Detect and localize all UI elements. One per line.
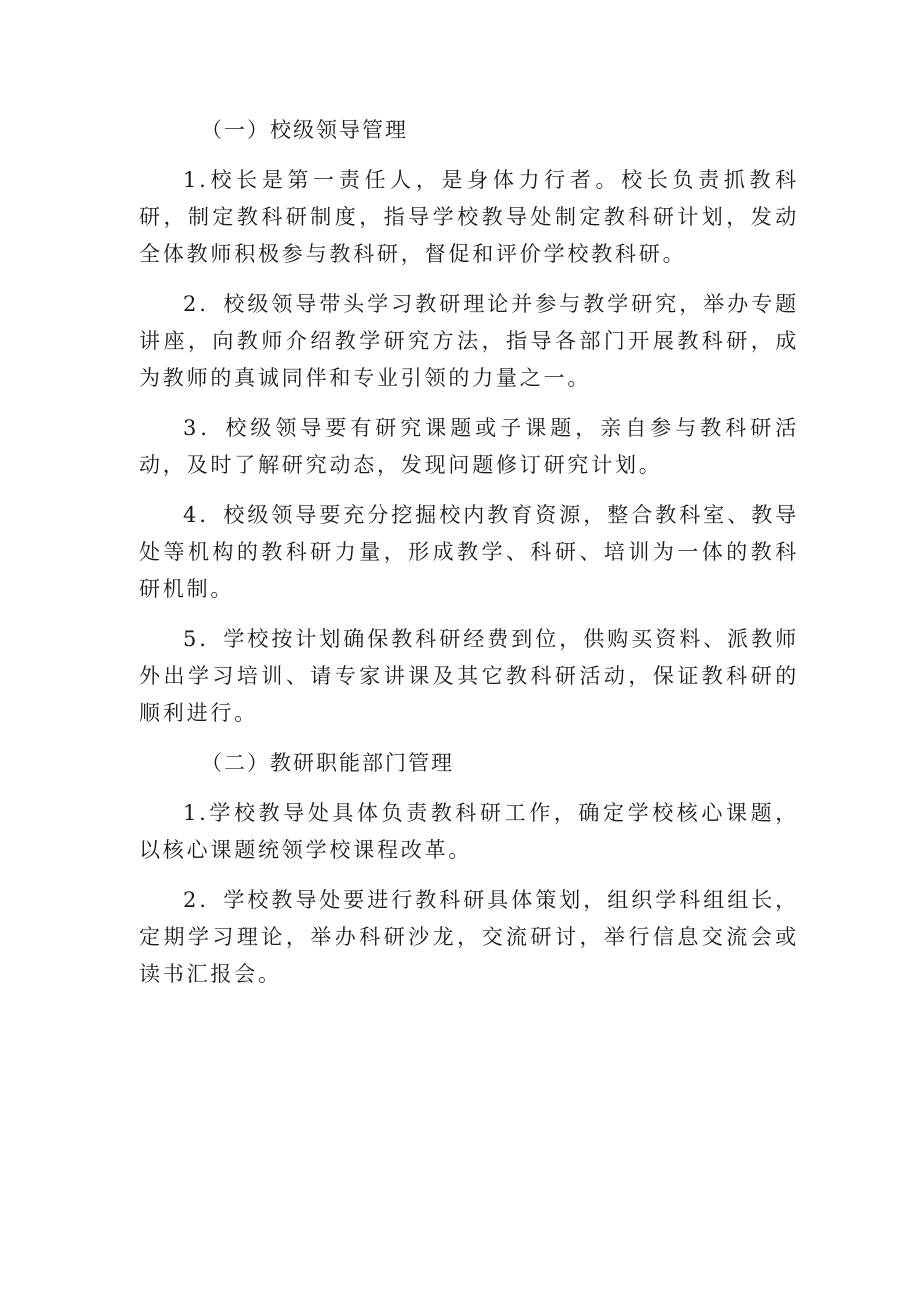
section-heading-leadership: （一）校级领导管理 [201, 118, 408, 142]
paragraph: 1.校长是第一责任人，是身体力行者。校长负责抓教科研，制定教科研制度，指导学校教导处制定教科研计划，发动全体教师积极参与教科研，督促和评价学校教科研。 [139, 168, 799, 266]
paragraph: 5．学校按计划确保教科研经费到位，供购买资料、派教师外出学习培训、请专家讲课及其它教科研活动，保证教科研的顺利进行。 [139, 627, 799, 725]
document-body [139, 112, 799, 1006]
paragraph: 2．学校教导处要进行教科研具体策划，组织学科组组长，定期学习理论，举办科研沙龙，交流研讨，举行信息交流会或读书汇报会。 [139, 888, 799, 986]
section-heading-departments: （二）教研职能部门管理 [201, 751, 454, 775]
paragraph: 2．校级领导带头学习教研理论并参与教学研究，举办专题讲座，向教师介绍教学研究方法，指导各部门开展教科研，成为教师的真诚同伴和专业引领的力量之一。 [139, 292, 799, 390]
paragraph: 3．校级领导要有研究课题或子课题，亲自参与教科研活动，及时了解研究动态，发现问题修订研究计划。 [139, 416, 799, 477]
paragraph: 1.学校教导处具体负责教科研工作，确定学校核心课题，以核心课题统领学校课程改革。 [139, 801, 799, 862]
paragraph: 4．校级领导要充分挖掘校内教育资源，整合教科室、教导处等机构的教科研力量，形成教学、科研、培训为一体的教科研机制。 [139, 503, 799, 601]
